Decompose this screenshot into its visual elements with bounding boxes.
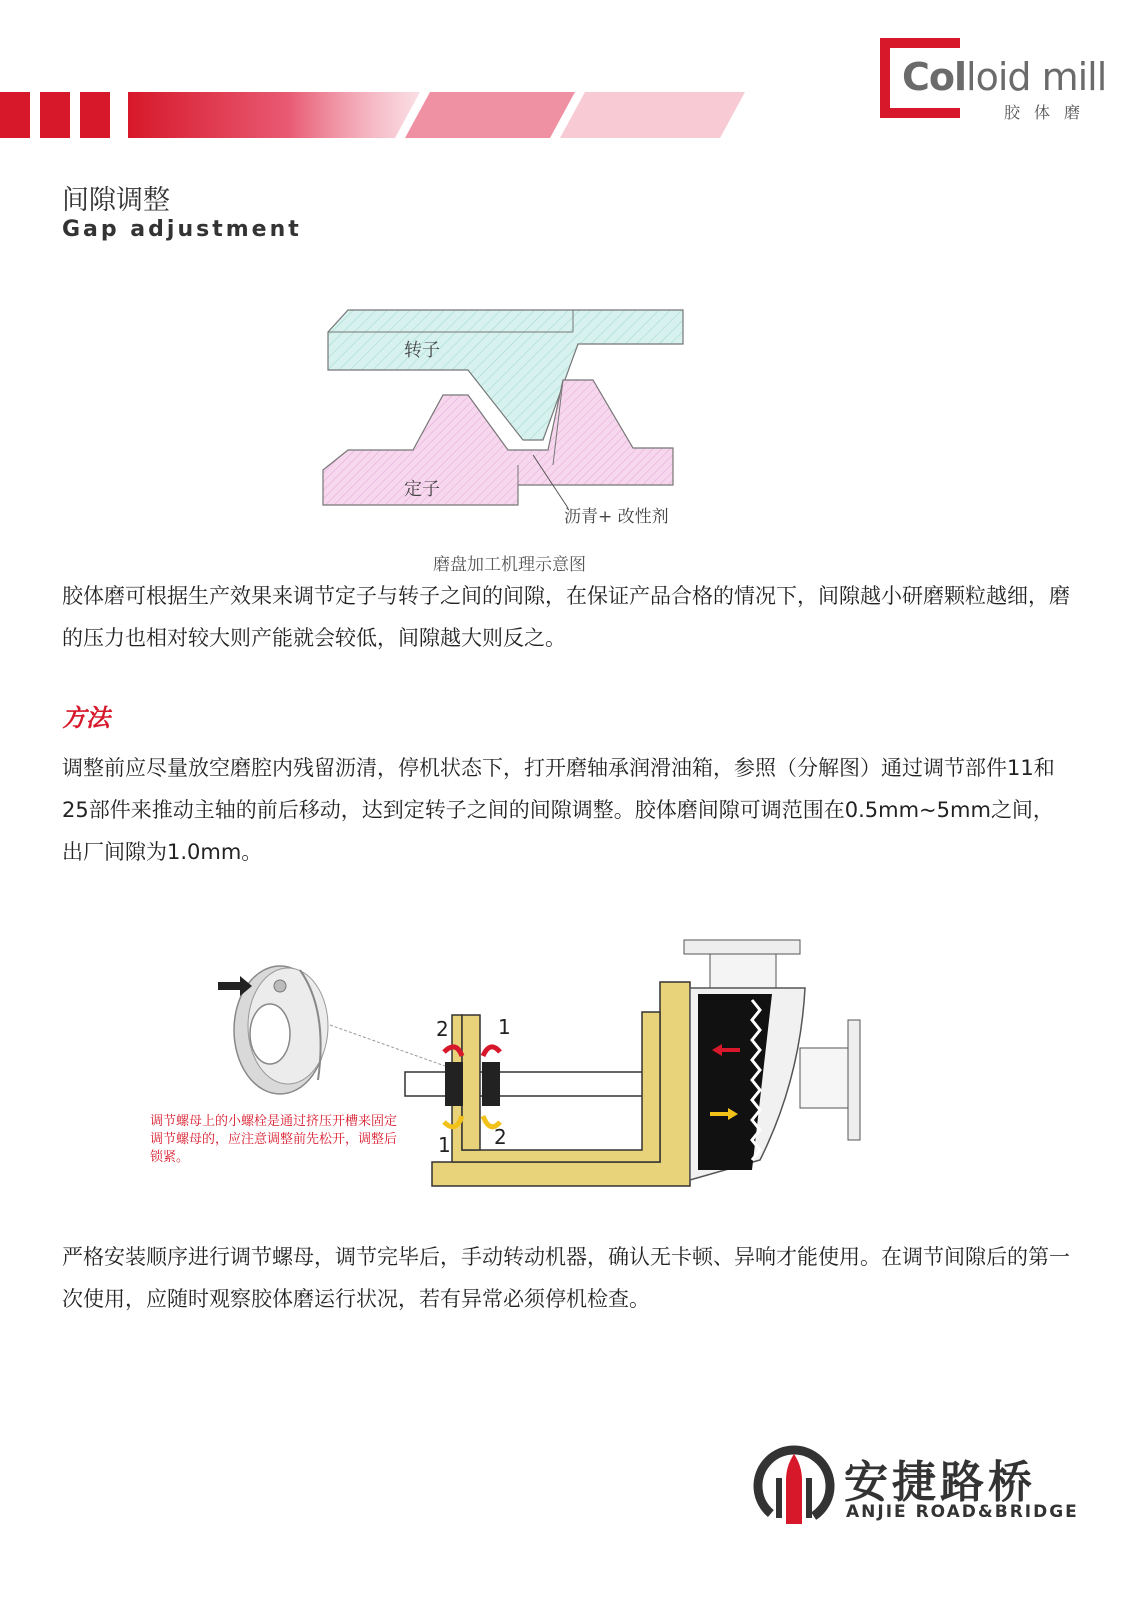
section-title-cn: 间隙调整 — [62, 185, 170, 216]
nut-adjustment-note: 调节螺母上的小螺栓是通过挤压开槽来固定调节螺母的，应注意调整前先松开，调整后锁紧。 — [150, 1114, 398, 1165]
adjustment-assembly-diagram — [200, 930, 870, 1210]
logo-rest-text: loid mill — [966, 55, 1107, 99]
stator-label: 定子 — [404, 479, 440, 500]
grinding-disc-diagram — [318, 300, 698, 580]
anjie-road-bridge-logo — [750, 1440, 1080, 1530]
logo-bold-text: Col — [902, 55, 967, 99]
brand-english-name: ANJIE ROAD&BRIDGE — [846, 1502, 1079, 1522]
intro-paragraph: 胶体磨可根据生产效果来调节定子与转子之间的间隙，在保证产品合格的情况下，间隙越小研磨颗粒越细，磨的压力也相对较大则产能就会较低，间隙越大则反之。 — [62, 584, 1070, 650]
method-paragraph: 调整前应尽量放空磨腔内残留沥清，停机状态下，打开磨轴承润滑油箱，参照（分解图）通过调节部件11和25部件来推动主轴的前后移动，达到定转子之间的间隙调整。胶体磨间隙可调范围在0.5mm~5mm之间，出厂间隙为1.0mm。 — [62, 756, 1055, 864]
inlet-flange — [684, 940, 800, 954]
adjust-nut-left — [445, 1062, 463, 1106]
colloid-mill-logo — [880, 38, 1107, 128]
figure1-caption: 磨盘加工机理示意图 — [433, 555, 586, 575]
label-1-bottom: 1 — [438, 1133, 451, 1157]
method-heading: 方法 — [62, 704, 110, 732]
material-label: 沥青+ 改性剂 — [564, 507, 669, 527]
brand-chinese-name: 安捷路桥 — [844, 1457, 1036, 1508]
rotor-shape — [328, 310, 683, 440]
label-2-top: 2 — [436, 1017, 449, 1041]
outlet-pipe — [800, 1048, 850, 1108]
main-shaft — [405, 1072, 645, 1096]
header-decorative-band — [0, 92, 760, 138]
label-1-top: 1 — [498, 1015, 511, 1039]
anjie-emblem-icon — [750, 1440, 840, 1530]
logo-chinese-text: 胶体磨 — [1004, 103, 1095, 122]
operation-paragraph: 严格安装顺序进行调节螺母，调节完毕后，手动转动机器，确认无卡顿、异响才能使用。在调节间隙后的第一次使用，应随时观察胶体磨运行状况，若有异常必须停机检查。 — [62, 1245, 1070, 1311]
rotor-label: 转子 — [404, 340, 440, 361]
section-title-en: Gap adjustment — [62, 217, 302, 242]
label-2-bottom: 2 — [494, 1125, 507, 1149]
adjust-nut-right — [482, 1062, 500, 1106]
